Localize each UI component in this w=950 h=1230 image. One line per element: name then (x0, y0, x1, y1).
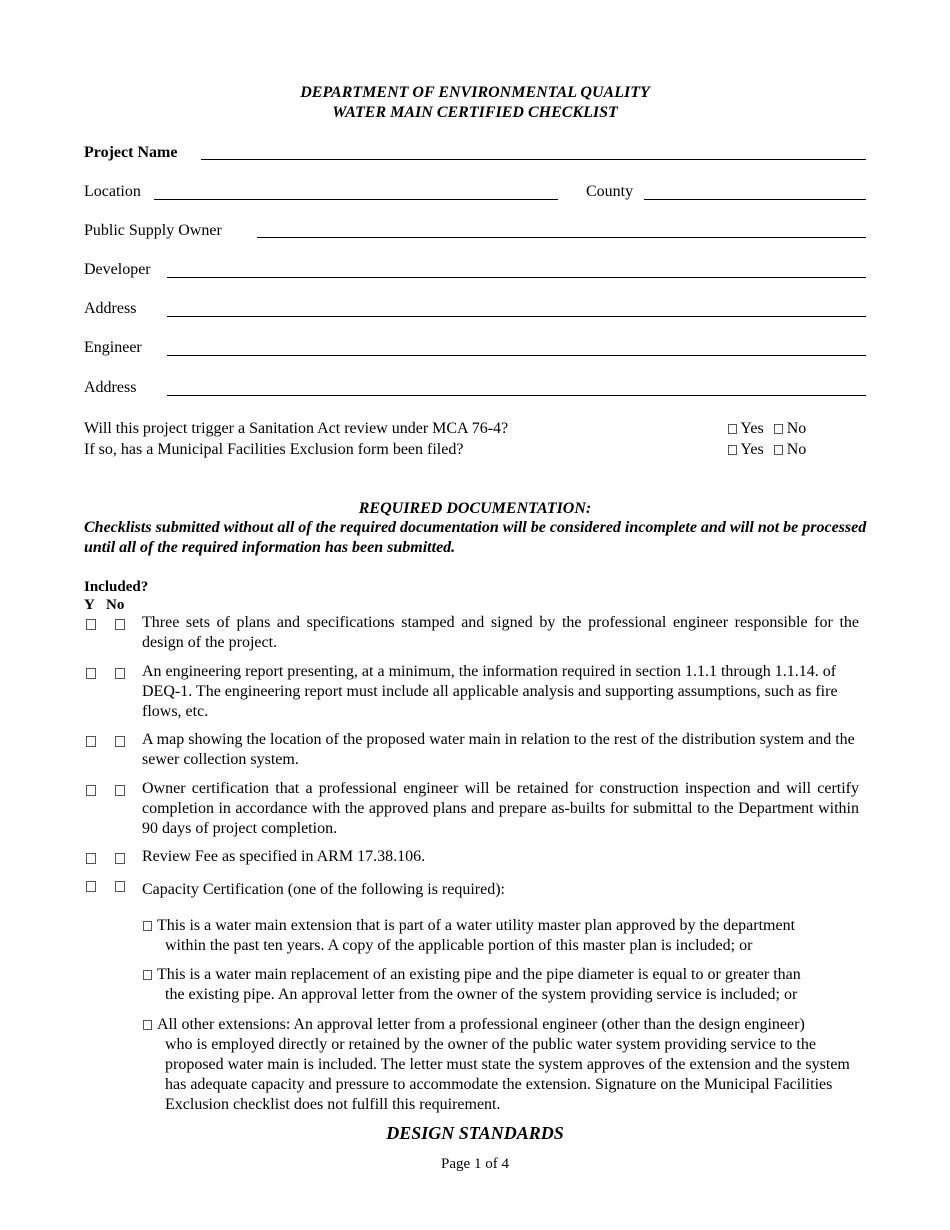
yes-label: Yes (740, 420, 764, 437)
exclusion-form-answer (728, 439, 806, 460)
sanitation-act-question: Will this project trigger a Sanitation Act review under MCA 76-4? (84, 420, 509, 437)
location-label: Location (84, 183, 141, 200)
engineer-address-field[interactable] (167, 395, 866, 396)
required-documentation-note: Checklists submitted without all of the required documentation will be considered incomplete and will not be processed until all of the required information has been submitted. (84, 519, 867, 556)
item-4-yes-checkbox[interactable] (86, 785, 96, 796)
item-plans-specifications: Three sets of plans and specifications stamped and signed by the professional engineer responsible for the design of the project. (142, 614, 859, 651)
required-documentation-heading: REQUIRED DOCUMENTATION: (358, 500, 592, 517)
sub-item-3-rest: who is employed directly or retained by the owner of the public water system providing service to the proposed water main is included. The letter must state the system approves of the extension and the system has adequate capacity and pressure to accommodate the extension. Signature on the Municipal Facilities Exclusion checklist does not fulfill this requirement. (165, 1036, 850, 1113)
exclusion-yes-checkbox[interactable] (728, 445, 737, 455)
no-label: No (786, 441, 807, 458)
engineer-address-label: Address (84, 379, 137, 396)
item-3-no-checkbox[interactable] (115, 736, 125, 747)
design-standards-heading: DESIGN STANDARDS (386, 1123, 564, 1143)
location-field[interactable] (154, 199, 558, 200)
item-2-yes-checkbox[interactable] (86, 668, 96, 679)
public-supply-owner-label: Public Supply Owner (84, 222, 222, 239)
sub-item-1-checkbox[interactable] (143, 921, 152, 931)
item-review-fee: Review Fee as specified in ARM 17.38.106. (142, 848, 426, 865)
no-label: No (786, 420, 807, 437)
item-1-yes-checkbox[interactable] (86, 619, 96, 630)
exclusion-form-question: If so, has a Municipal Facilities Exclusion form been filed? (84, 441, 464, 458)
sanitation-act-answer (728, 418, 806, 439)
page-number: Page 1 of 4 (441, 1156, 509, 1172)
sub-item-2-checkbox[interactable] (143, 970, 152, 980)
sub-item-1-rest: within the past ten years. A copy of the applicable portion of this master plan is included; or (165, 937, 753, 954)
item-6-no-checkbox[interactable] (115, 881, 125, 892)
item-5-no-checkbox[interactable] (115, 853, 125, 864)
included-no-header: No (106, 597, 125, 613)
developer-field[interactable] (167, 277, 866, 278)
item-owner-certification: Owner certification that a professional engineer will be retained for construction inspection and will certify completion in accordance with the approved plans and prepare as-builts for submittal to the Department within 90 days of project completion. (142, 780, 859, 837)
developer-address-label: Address (84, 300, 137, 317)
sub-item-3-first: All other extensions: An approval letter from a professional engineer (other than the design engineer) (157, 1016, 805, 1033)
public-supply-owner-field[interactable] (257, 237, 866, 238)
sanitation-yes-checkbox[interactable] (728, 424, 737, 434)
included-yes-header: Y (84, 597, 95, 613)
department-title: DEPARTMENT OF ENVIRONMENTAL QUALITY (300, 84, 650, 101)
checklist-title: WATER MAIN CERTIFIED CHECKLIST (332, 104, 618, 121)
item-5-yes-checkbox[interactable] (86, 853, 96, 864)
engineer-label: Engineer (84, 339, 142, 356)
item-capacity-certification: Capacity Certification (one of the following is required): (142, 881, 505, 898)
item-3-yes-checkbox[interactable] (86, 736, 96, 747)
sub-item-2-rest: the existing pipe. An approval letter from the owner of the system providing service is included; or (165, 986, 798, 1003)
project-name-field[interactable] (201, 159, 866, 160)
item-engineering-report: An engineering report presenting, at a minimum, the information required in section 1.1.1 through 1.1.14. of DEQ-1. The engineering report must include all applicable analysis and supporting assumptions, such as fire flows, etc. (142, 663, 838, 720)
item-location-map: A map showing the location of the proposed water main in relation to the rest of the distribution system and the sewer collection system. (142, 731, 855, 768)
county-label: County (586, 183, 634, 200)
engineer-field[interactable] (167, 355, 866, 356)
item-1-no-checkbox[interactable] (115, 619, 125, 630)
developer-label: Developer (84, 261, 151, 278)
sub-item-1-first: This is a water main extension that is part of a water utility master plan approved by the department (157, 917, 796, 934)
item-4-no-checkbox[interactable] (115, 785, 125, 796)
item-2-no-checkbox[interactable] (115, 668, 125, 679)
sub-item-master-plan (143, 916, 863, 956)
sub-item-2-first: This is a water main replacement of an existing pipe and the pipe diameter is equal to or greater than (157, 966, 801, 983)
included-heading: Included? (84, 579, 149, 595)
exclusion-no-checkbox[interactable] (774, 445, 783, 455)
county-field[interactable] (644, 199, 866, 200)
yes-label: Yes (740, 441, 764, 458)
project-name-label: Project Name (84, 144, 178, 161)
item-6-yes-checkbox[interactable] (86, 881, 96, 892)
sub-item-replacement (143, 965, 863, 1005)
developer-address-field[interactable] (167, 316, 866, 317)
sanitation-no-checkbox[interactable] (774, 424, 783, 434)
sub-item-3-checkbox[interactable] (143, 1020, 152, 1030)
sub-item-other-extensions (143, 1015, 863, 1115)
